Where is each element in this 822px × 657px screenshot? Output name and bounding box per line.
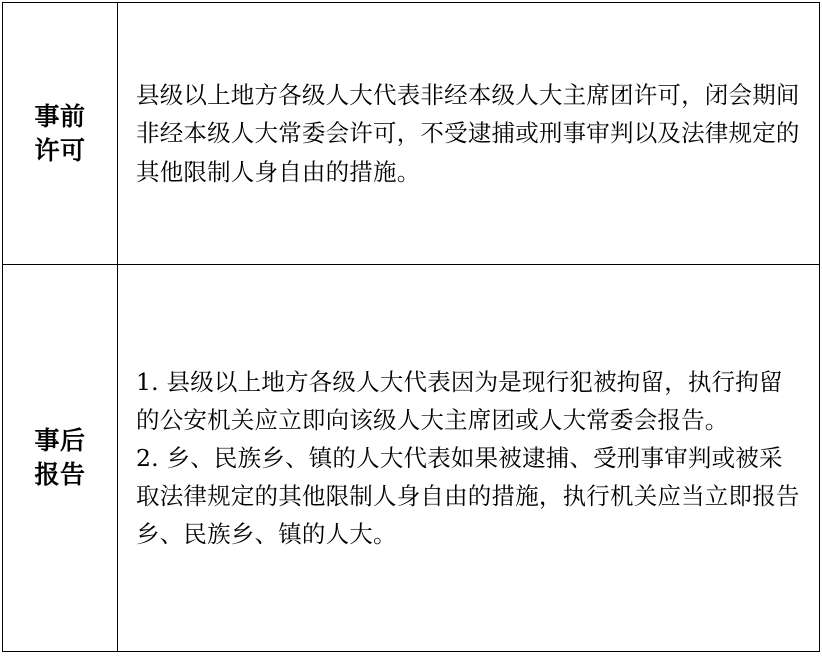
- row-content-post-report: [118, 265, 820, 652]
- row-label-line-1: 事后: [34, 426, 86, 456]
- row-label-line-2: 报告: [34, 460, 86, 489]
- row-label-prior-permission: [3, 3, 118, 265]
- paragraph: 县级以上地方各级人大代表非经本级人大主席团许可，闭会期间非经本级人大常委会许可，不受逮捕或刑事审判以及法律规定的其他限制人身自由的措施。: [136, 81, 800, 186]
- row-content-prior-permission: [118, 3, 820, 265]
- table-row: [3, 3, 820, 265]
- table-row: [3, 265, 820, 652]
- row-label-post-report: [3, 265, 118, 652]
- paragraph: 2. 乡、民族乡、镇的人大代表如果被逮捕、受刑事审判或被采取法律规定的其他限制人身自由的措施，执行机关应当立即报告乡、民族乡、镇的人大。: [136, 443, 800, 549]
- document-page: [0, 2, 822, 657]
- row-label-line-1: 事前: [34, 101, 86, 131]
- comparison-table: [2, 2, 820, 652]
- row-label-line-2: 许可: [34, 135, 86, 165]
- paragraph: 1. 县级以上地方各级人大代表因为是现行犯被拘留，执行拘留的公安机关应立即向该级人大主席团或人大常委会报告。: [136, 367, 783, 434]
